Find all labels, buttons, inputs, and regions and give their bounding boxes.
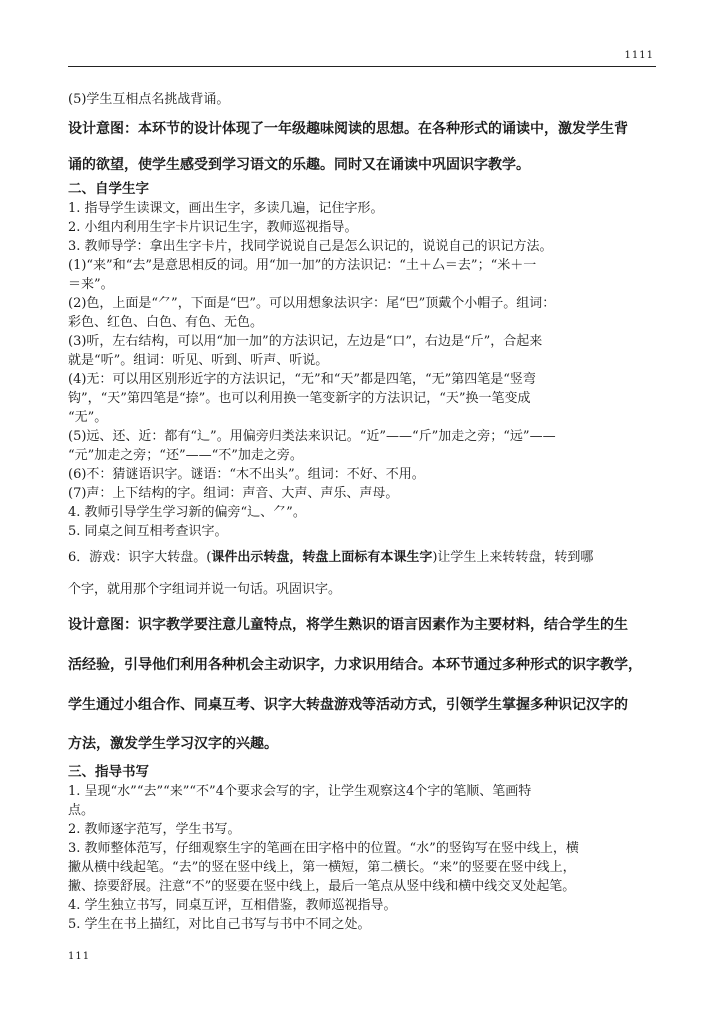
section-heading: 二、自学生字 xyxy=(68,181,149,197)
text-line: ＝来”。 xyxy=(68,277,114,292)
text-line: (2)色，上面是“⺈”，下面是“巴”。可以用想象法识字：尾“巴”顶戴个小帽子。组词： xyxy=(68,296,556,311)
design-intent-line: 设计意图：本环节的设计体现了一年级趣味阅读的思想。在各种形式的诵读中，激发学生背 xyxy=(68,121,628,137)
design-intent-line: 方法，激发学生学习汉字的兴趣。 xyxy=(68,736,278,752)
text-line: 撇、捺要舒展。注意“不”的竖要在竖中线上，最后一笔点从竖中线和横中线交叉处起笔。 xyxy=(68,879,576,894)
text-line: (4)无：可以用区别形近字的方法识记，“无”和“天”都是四笔，“无”第四笔是“竖弯 xyxy=(68,372,536,387)
text-segment: 6．游戏：识字大转盘。( xyxy=(68,550,212,565)
design-intent-line: 活经验，引导他们利用各种机会主动识字，力求识用结合。本环节通过多种形式的识字教学， xyxy=(68,657,642,673)
text-line: (5)学生互相点名挑战背诵。 xyxy=(68,92,230,107)
design-intent-line: 设计意图：识字教学要注意儿童特点，将学生熟识的语言因素作为主要材料，结合学生的生 xyxy=(68,617,628,633)
text-line: 就是“听”。组词：听见、听到、听声、听说。 xyxy=(68,353,329,368)
game-instruction-line xyxy=(68,541,658,575)
text-line: 4. 教师引导学生学习新的偏旁“辶、⺈”。 xyxy=(68,505,306,520)
text-line: 4. 学生独立书写，同桌互评，互相借鉴，教师巡视指导。 xyxy=(68,898,397,913)
text-segment: )让学生上来转转盘，转到哪 xyxy=(432,550,594,565)
text-line: “元”加走之旁；“还”——“不”加走之旁。 xyxy=(68,448,303,463)
text-line: 2. 小组内利用生字卡片识记生字，教师巡视指导。 xyxy=(68,220,358,235)
footer-page-number: 111 xyxy=(68,951,91,962)
text-line: (1)“来”和“去”是意思相反的词。用“加一加”的方法识记：“土＋厶＝去”；“米＋一 xyxy=(68,258,537,273)
text-line: 点。 xyxy=(68,803,95,818)
text-line: 1. 指导学生读课文，画出生字，多读几遍，记住字形。 xyxy=(68,201,384,216)
document-body xyxy=(68,90,658,934)
design-intent-line: 学生通过小组合作、同桌互考、识字大转盘游戏等活动方式，引领学生掌握多种识记汉字的 xyxy=(68,697,628,713)
text-line: “无”。 xyxy=(68,410,108,425)
text-line: 1. 呈现“水”“去”“来”“不”4个要求会写的字，让学生观察这4个字的笔顺、笔画特 xyxy=(68,784,532,799)
text-line: (5)远、还、近：都有“辶”。用偏旁归类法来识记。“近”——“斤”加走之旁；“远”—— xyxy=(68,429,556,444)
text-line: 钩”，“天”第四笔是“捺”。也可以利用换一笔变新字的方法识记，“天”换一笔变成 xyxy=(68,391,531,406)
text-line: (3)听，左右结构，可以用“加一加”的方法识记，左边是“口”，右边是“斤”，合起来 xyxy=(68,334,543,349)
text-line: 5. 同桌之间互相考查识字。 xyxy=(68,524,228,539)
text-line: (6)不：猜谜语识字。谜语：“木不出头”。组词：不好、不用。 xyxy=(68,467,425,482)
text-line: 个字，就用那个字组词并说一句话。巩固识字。 xyxy=(68,582,342,597)
section-heading: 三、指导书写 xyxy=(68,764,149,780)
text-line: 彩色、红色、白色、有色、无色。 xyxy=(68,315,264,330)
design-intent-line: 诵的欲望，使学生感受到学习语文的乐趣。同时又在诵读中巩固识字教学。 xyxy=(68,157,530,173)
text-line: 3. 教师整体范写，仔细观察生字的笔画在田字格中的位置。“水”的竖钩写在竖中线上，横 xyxy=(68,841,579,856)
header-page-number: 1111 xyxy=(624,50,654,61)
text-line: 撇从横中线起笔。“去”的竖在竖中线上，第一横短，第二横长。“来”的竖要在竖中线上， xyxy=(68,860,576,875)
text-line: 2. 教师逐字范写，学生书写。 xyxy=(68,822,241,837)
text-line: 5. 学生在书上描红，对比自己书写与书中不同之处。 xyxy=(68,917,371,932)
text-line: 3. 教师导学：拿出生字卡片，找同学说说自己是怎么识记的，说说自己的识记方法。 xyxy=(68,239,553,254)
header-rule xyxy=(68,66,656,67)
bold-text-segment: 课件出示转盘，转盘上面标有本课生字 xyxy=(211,550,433,565)
text-line: (7)声：上下结构的字。组词：声音、大声、声乐、声母。 xyxy=(68,486,399,501)
